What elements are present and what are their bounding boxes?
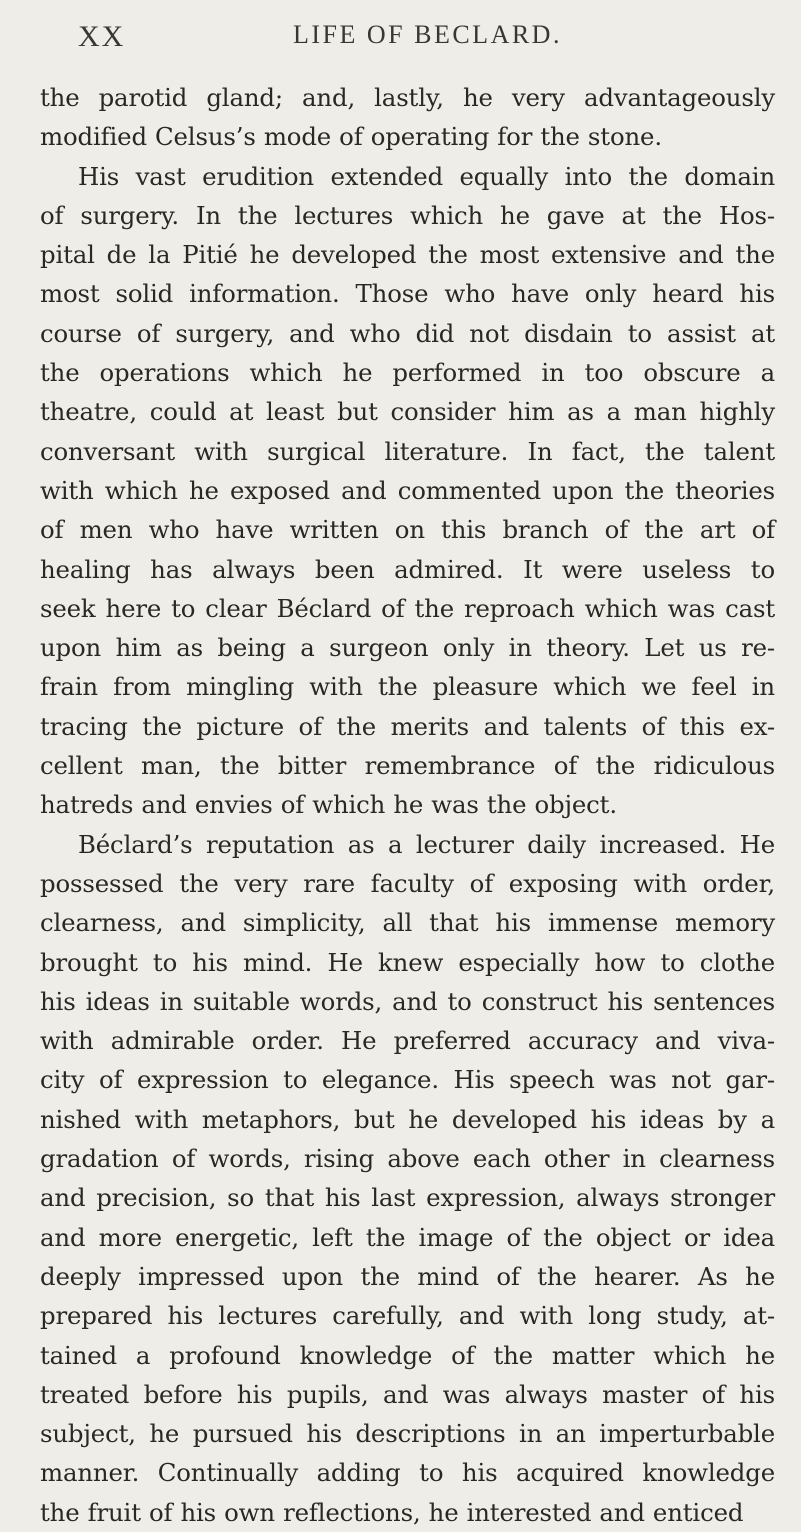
text-line: with which he exposed and commented upon the theories xyxy=(40,475,775,505)
body-text xyxy=(40,78,775,1532)
text-line: tracing the picture of the merits and talents of this ex- xyxy=(40,711,775,741)
text-line: Béclard’s reputation as a lecturer daily increased. He xyxy=(78,829,775,859)
text-line: healing has always been admired. It were useless to xyxy=(40,554,775,584)
text-line: upon him as being a surgeon only in theory. Let us re- xyxy=(40,633,775,663)
text-line: his ideas in suitable words, and to construct his sentences xyxy=(40,986,775,1016)
text-line: gradation of words, rising above each other in clearness xyxy=(40,1144,775,1174)
text-line: tained a profound knowledge of the matter which he xyxy=(40,1340,775,1370)
text-line: brought to his mind. He knew especially how to clothe xyxy=(40,947,775,977)
text-line: frain from mingling with the pleasure which we feel in xyxy=(40,672,775,702)
text-line: of surgery. In the lectures which he gave at the Hos- xyxy=(40,200,775,230)
text-line: course of surgery, and who did not disdain to assist at xyxy=(40,318,775,348)
running-head xyxy=(40,0,775,78)
text-line: pital de la Pitié he developed the most extensive and the xyxy=(40,240,775,270)
text-line: the fruit of his own reflections, he interested and enticed xyxy=(40,1497,744,1527)
text-line: nished with metaphors, but he developed his ideas by a xyxy=(40,1104,775,1134)
text-line: prepared his lectures carefully, and with long study, at- xyxy=(40,1301,775,1331)
text-line: city of expression to elegance. His speech was not gar- xyxy=(40,1065,775,1095)
paragraph xyxy=(40,157,775,825)
page-folio: XX xyxy=(78,20,126,53)
running-head-title: LIFE OF BECLARD. xyxy=(293,20,562,49)
text-line: seek here to clear Béclard of the reproach which was cast xyxy=(40,593,775,623)
text-line: the parotid gland; and, lastly, he very advantageously xyxy=(40,83,775,112)
text-line: with admirable order. He preferred accuracy and viva- xyxy=(40,1026,775,1056)
text-line: theatre, could at least but consider him as a man highly xyxy=(40,397,775,427)
text-line: manner. Continually adding to his acquired knowledge xyxy=(40,1458,775,1488)
text-line: deeply impressed upon the mind of the hearer. As he xyxy=(40,1261,775,1291)
text-line: possessed the very rare faculty of exposing with order, xyxy=(40,868,775,898)
text-line: and precision, so that his last expression, always stronger xyxy=(40,1183,775,1213)
text-line: treated before his pupils, and was always master of his xyxy=(40,1379,775,1409)
text-line: modified Celsus’s mode of operating for the stone. xyxy=(40,122,662,152)
text-line: His vast erudition extended equally into the domain xyxy=(78,161,775,191)
text-line: hatreds and envies of which he was the object. xyxy=(40,790,617,820)
text-line: cellent man, the bitter remembrance of the ridiculous xyxy=(40,751,775,781)
text-line: most solid information. Those who have only heard his xyxy=(40,279,775,309)
text-line: conversant with surgical literature. In fact, the talent xyxy=(40,436,775,466)
text-line: clearness, and simplicity, all that his immense memory xyxy=(40,908,775,938)
text-line: the operations which he performed in too obscure a xyxy=(40,358,775,388)
text-line: of men who have written on this branch of the art of xyxy=(40,515,775,545)
text-line: and more energetic, left the image of the object or idea xyxy=(40,1222,775,1252)
paragraph xyxy=(40,825,775,1532)
text-line: subject, he pursued his descriptions in an imperturbable xyxy=(40,1419,775,1449)
paragraph xyxy=(40,78,775,157)
